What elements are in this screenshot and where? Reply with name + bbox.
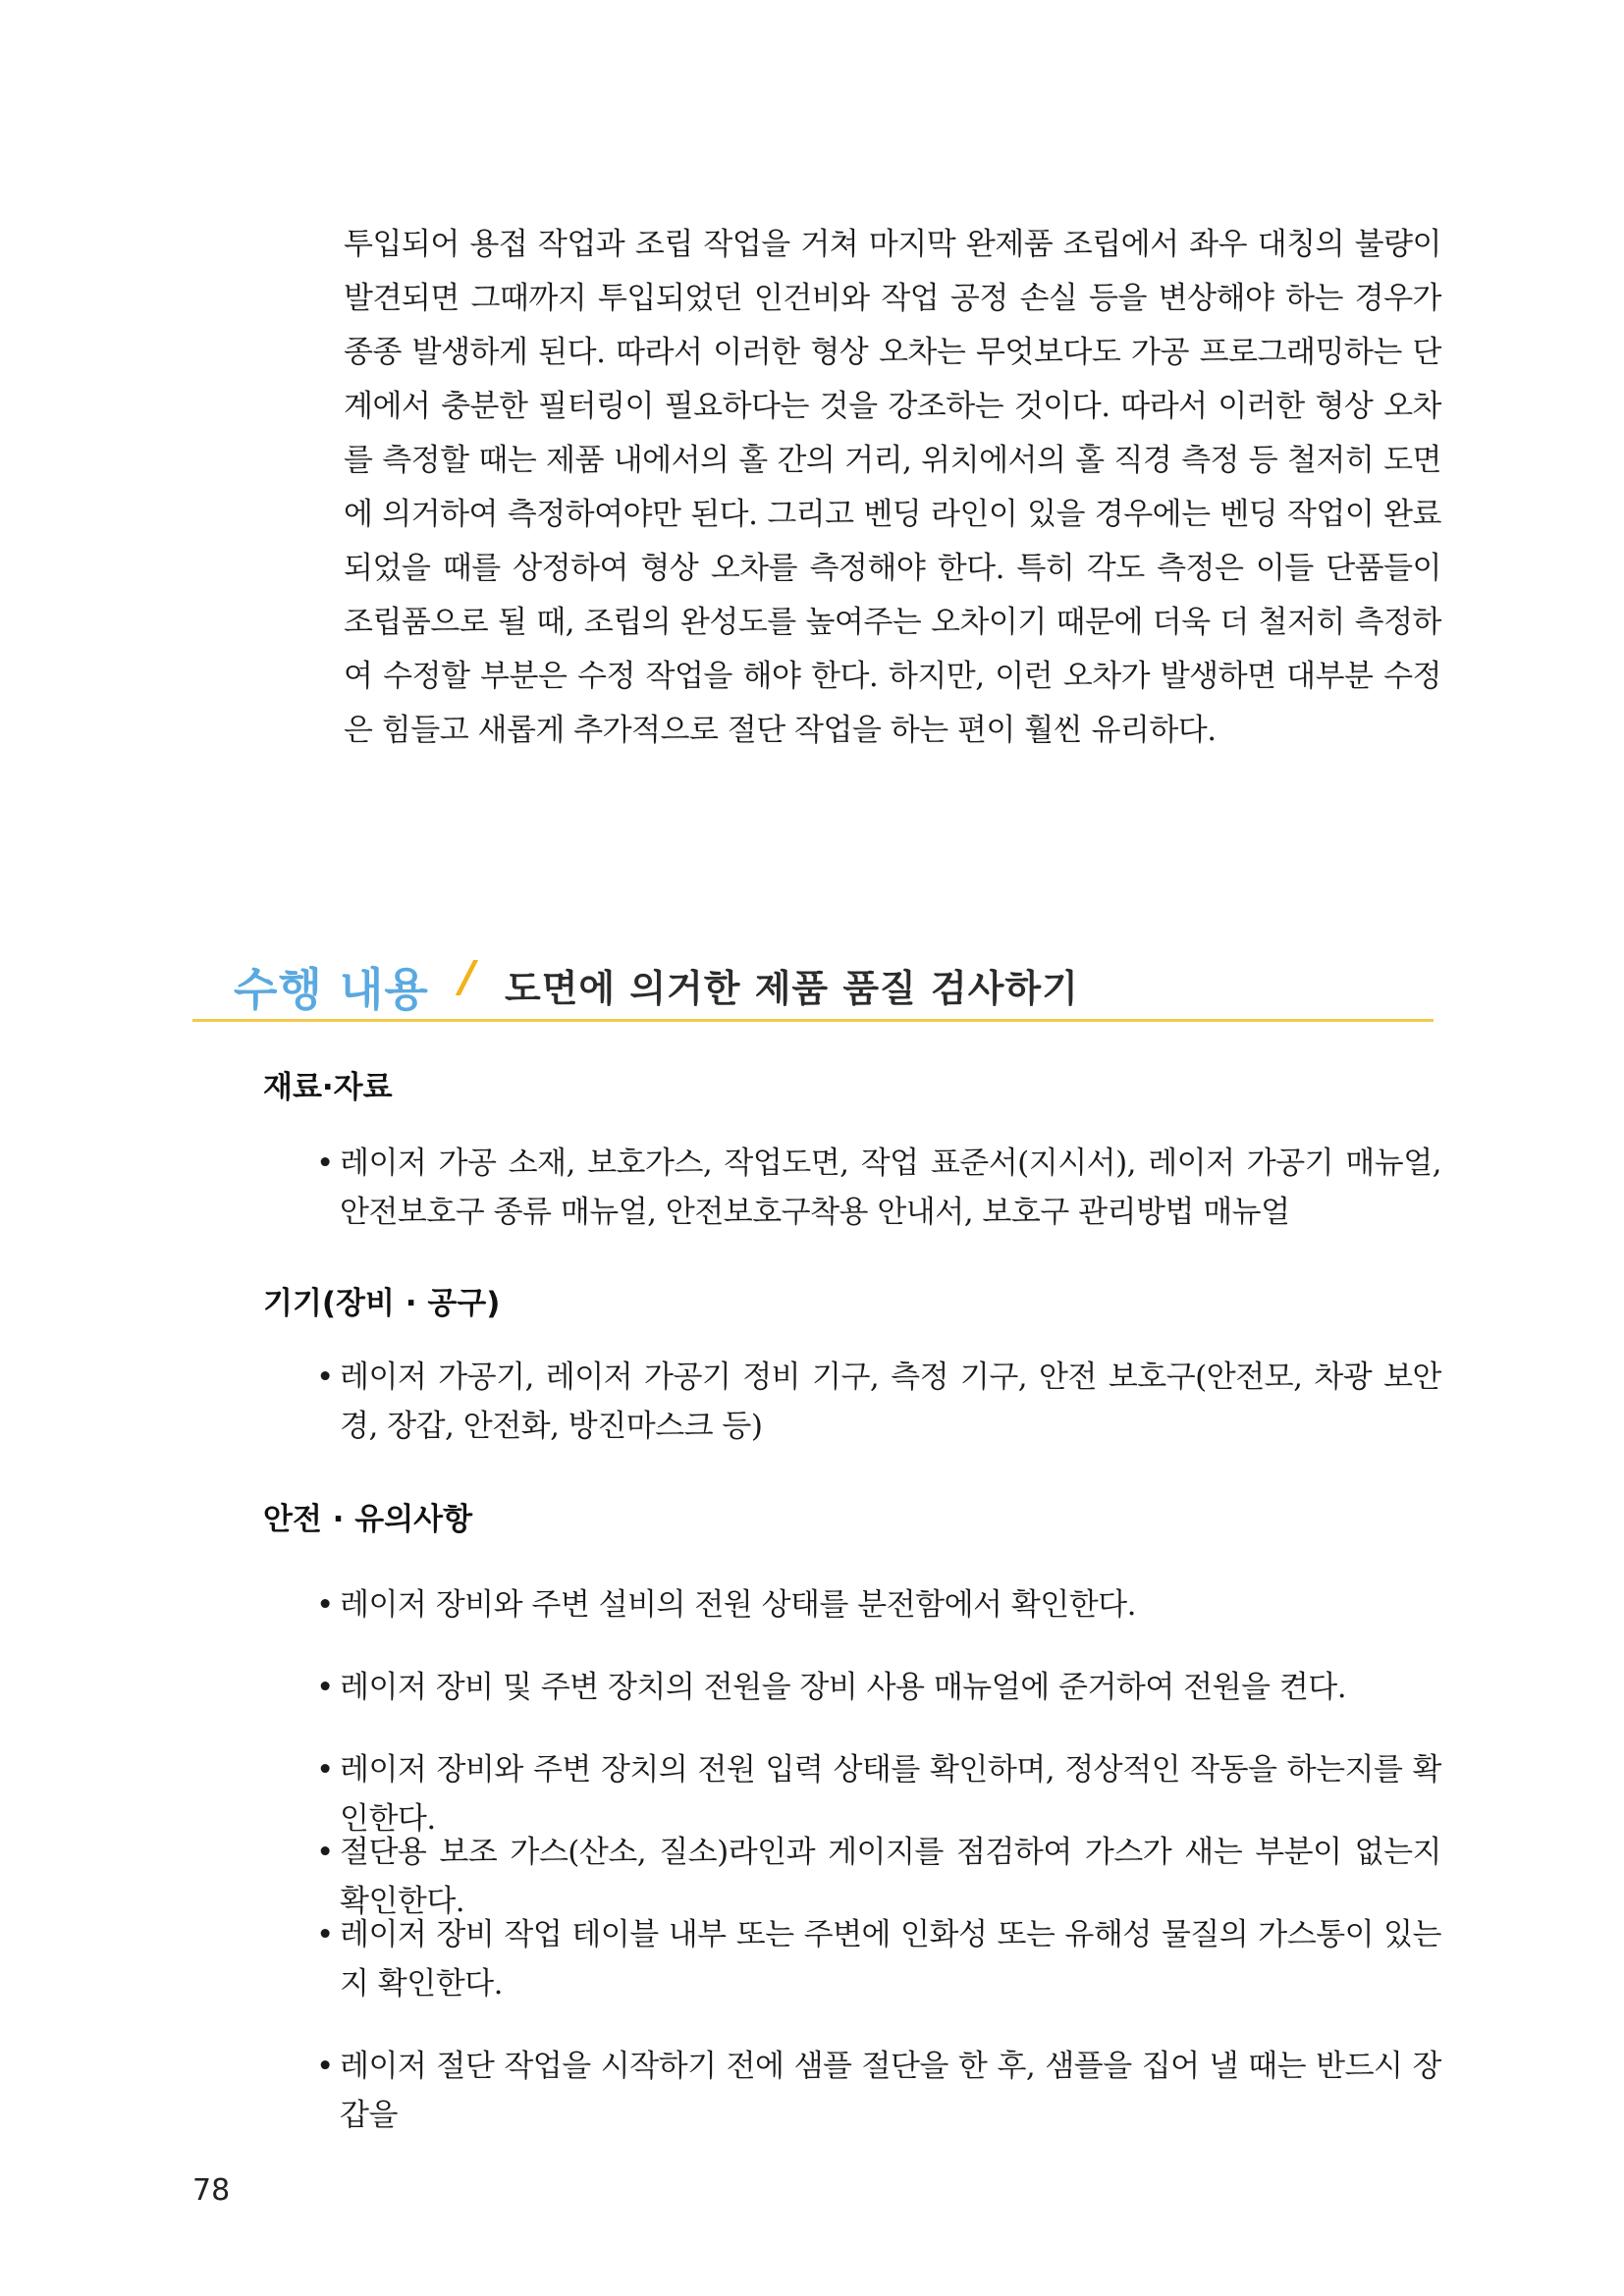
list-item — [316, 1910, 1441, 2008]
list-item-text: 레이저 장비와 주변 장치의 전원 입력 상태를 확인하며, 정상적인 작동을 하는지를 확인한다. — [340, 1752, 1441, 1837]
list-item — [316, 1580, 1441, 1629]
list-item-text: 레이저 장비 작업 테이블 내부 또는 주변에 인화성 또는 유해성 물질의 가스통이 있는지 확인한다. — [340, 1917, 1441, 2002]
section-slash: / — [460, 952, 476, 1002]
materials-heading: 재료·자료 — [263, 1070, 393, 1105]
bullet-icon: • — [316, 1835, 334, 1870]
page-number: 78 — [192, 2173, 231, 2208]
bullet-icon: • — [316, 1917, 334, 1952]
section-label: 수행 내용 — [234, 963, 429, 1016]
bullet-icon: • — [316, 1146, 334, 1181]
section-divider — [192, 1019, 1434, 1022]
section-header — [192, 944, 1434, 1023]
equipment-heading: 기기(장비 · 공구) — [263, 1286, 501, 1321]
list-item — [316, 1663, 1441, 1712]
list-item — [316, 1353, 1441, 1451]
list-item-text: 레이저 장비 및 주변 장치의 전원을 장비 사용 매뉴얼에 준거하여 전원을 켠다. — [340, 1670, 1347, 1705]
bullet-icon: • — [316, 1670, 334, 1705]
list-item-text: 레이저 장비와 주변 설비의 전원 상태를 분전함에서 확인한다. — [340, 1587, 1136, 1623]
list-item-text: 절단용 보조 가스(산소, 질소)라인과 게이지를 점검하여 가스가 새는 부분이 없는지 확인한다. — [340, 1835, 1441, 1919]
list-item-text: 레이저 가공기, 레이저 가공기 정비 기구, 측정 기구, 안전 보호구(안전모, 차광 보안경, 장갑, 안전화, 방진마스크 등) — [340, 1360, 1441, 1444]
intro-paragraph: 투입되어 용접 작업과 조립 작업을 거쳐 마지막 완제품 조립에서 좌우 대칭의 불량이 발견되면 그때까지 투입되었던 인건비와 작업 공정 손실 등을 변상해야 하는 경우가 종종 발생하게 된다. 따라서 이러한 형상 오차는 무엇보다도 가공 프로그래밍하는 단계에서 충분한 필터링이 필요하다는 것을 강조하는 것이다. 따라서 이러한 형상 오차를 측정할 때는 제품 내에서의 홀 간의 거리, 위치에서의 홀 직경 측정 등 철저히 도면에 의거하여 측정하여야만 된다. 그리고 벤딩 라인이 있을 경우에는 벤딩 작업이 완료되었을 때를 상정하여 형상 오차를 측정해야 한다. 특히 각도 측정은 이들 단품들이 조립품으로 될 때, 조립의 완성도를 높여주는 오차이기 때문에 더욱 더 철저히 측정하여 수정할 부분은 수정 작업을 해야 한다. 하지만, 이런 오차가 발생하면 대부분 수정은 힘들고 새롭게 추가적으로 절단 작업을 하는 편이 훨씬 유리하다. — [344, 227, 1441, 748]
list-item-text: 레이저 가공 소재, 보호가스, 작업도면, 작업 표준서(지시서), 레이저 가공기 매뉴얼, 안전보호구 종류 매뉴얼, 안전보호구착용 안내서, 보호구 관리방법 매뉴얼 — [340, 1146, 1441, 1230]
safety-heading: 안전 · 유의사항 — [263, 1502, 473, 1537]
section-title: 도면에 의거한 제품 품질 검사하기 — [505, 967, 1079, 1010]
bullet-icon: • — [316, 2049, 334, 2084]
bullet-icon: • — [316, 1360, 334, 1395]
bullet-icon: • — [316, 1752, 334, 1788]
list-item-text: 레이저 절단 작업을 시작하기 전에 샘플 절단을 한 후, 샘플을 집어 낼 때는 반드시 장갑을 — [340, 2049, 1441, 2133]
list-item — [316, 2042, 1441, 2140]
bullet-icon: • — [316, 1587, 334, 1623]
list-item — [316, 1139, 1441, 1237]
